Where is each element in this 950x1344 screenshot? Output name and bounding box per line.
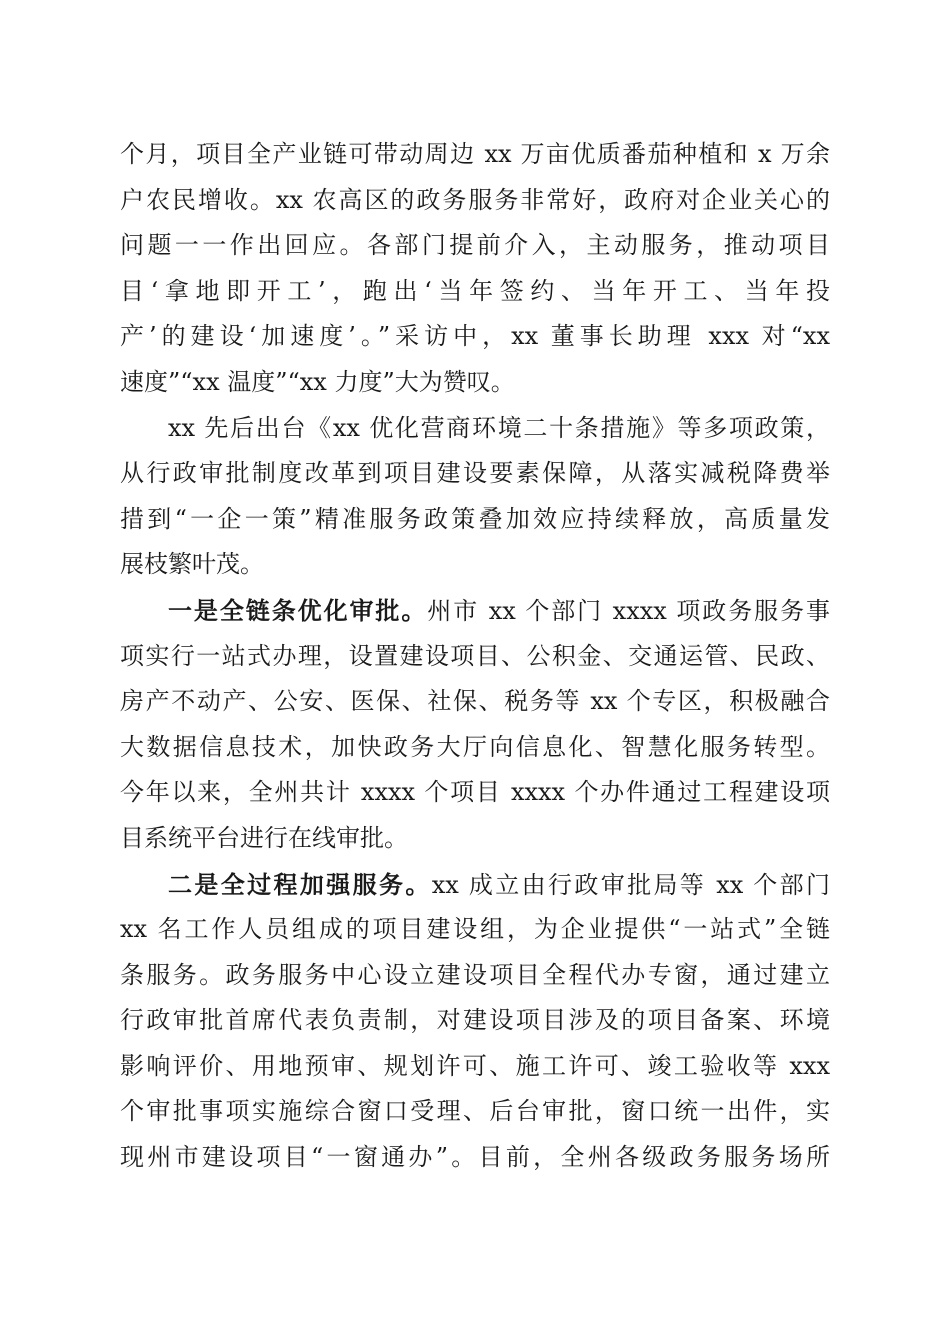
- paragraph-1: [120, 132, 830, 406]
- text-line: 从行政审批制度改革到项目建设要素保障，从落实减税降费举: [120, 459, 830, 488]
- paragraph-lead-heading: 二是全过程加强服务。: [168, 869, 432, 899]
- paragraph-lead-heading: 一是全链条优化审批。: [168, 595, 428, 625]
- text-span: xx 成立由行政审批局等 xx 个部门: [431, 870, 830, 899]
- text-line: 行政审批首席代表负责制，对建设项目涉及的项目备案、环境: [120, 1006, 830, 1035]
- text-line: xx 先后出台《xx 优化营商环境二十条措施》等多项政策，: [168, 413, 830, 442]
- text-line: 现州市建设项目“一窗通办”。目前，全州各级政务服务场所: [120, 1143, 830, 1172]
- text-line: 项实行一站式办理，设置建设项目、公积金、交通运管、民政、: [120, 641, 830, 670]
- text-line: [120, 862, 830, 908]
- text-span: 州市 xx 个部门 xxxx 项政务服务事: [427, 596, 830, 625]
- text-line: [120, 588, 830, 634]
- paragraph-2: [120, 406, 830, 588]
- text-line: 个审批事项实施综合窗口受理、后台审批，窗口统一出件，实: [120, 1097, 830, 1126]
- text-line: 大数据信息技术，加快政务大厅向信息化、智慧化服务转型。: [120, 732, 830, 761]
- text-line: 速度”“xx 温度”“xx 力度”大为赞叹。: [120, 367, 515, 396]
- paragraph-4: [120, 862, 830, 1181]
- text-line: 户农民增收。xx 农高区的政务服务非常好，政府对企业关心的: [120, 185, 830, 214]
- text-line: 条服务。政务服务中心设立建设项目全程代办专窗，通过建立: [120, 960, 830, 989]
- text-line: 影响评价、用地预审、规划许可、施工许可、竣工验收等 xxx: [120, 1051, 830, 1080]
- text-line: 今年以来，全州共计 xxxx 个项目 xxxx 个办件通过工程建设项: [120, 778, 830, 807]
- text-line: 问题一一作出回应。各部门提前介入，主动服务，推动项目: [120, 231, 830, 260]
- text-line: 措到“一企一策”精准服务政策叠加效应持续释放，高质量发: [120, 504, 830, 533]
- text-line: xx 名工作人员组成的项目建设组，为企业提供“一站式”全链: [120, 915, 830, 944]
- text-line: 房产不动产、公安、医保、社保、税务等 xx 个专区，积极融合: [120, 687, 830, 716]
- paragraph-3: [120, 588, 830, 862]
- text-line: 产’的建设‘加速度’。”采访中，xx 董事长助理 xxx 对“xx: [120, 322, 830, 351]
- text-line: 目系统平台进行在线审批。: [120, 823, 408, 852]
- text-line: 目‘拿地即开工’，跑出‘当年签约、当年开工、当年投: [120, 276, 830, 305]
- text-line: 个月，项目全产业链可带动周边 xx 万亩优质番茄种植和 x 万余: [120, 140, 830, 168]
- text-line: 展枝繁叶茂。: [120, 550, 264, 579]
- document-page: [120, 132, 830, 1181]
